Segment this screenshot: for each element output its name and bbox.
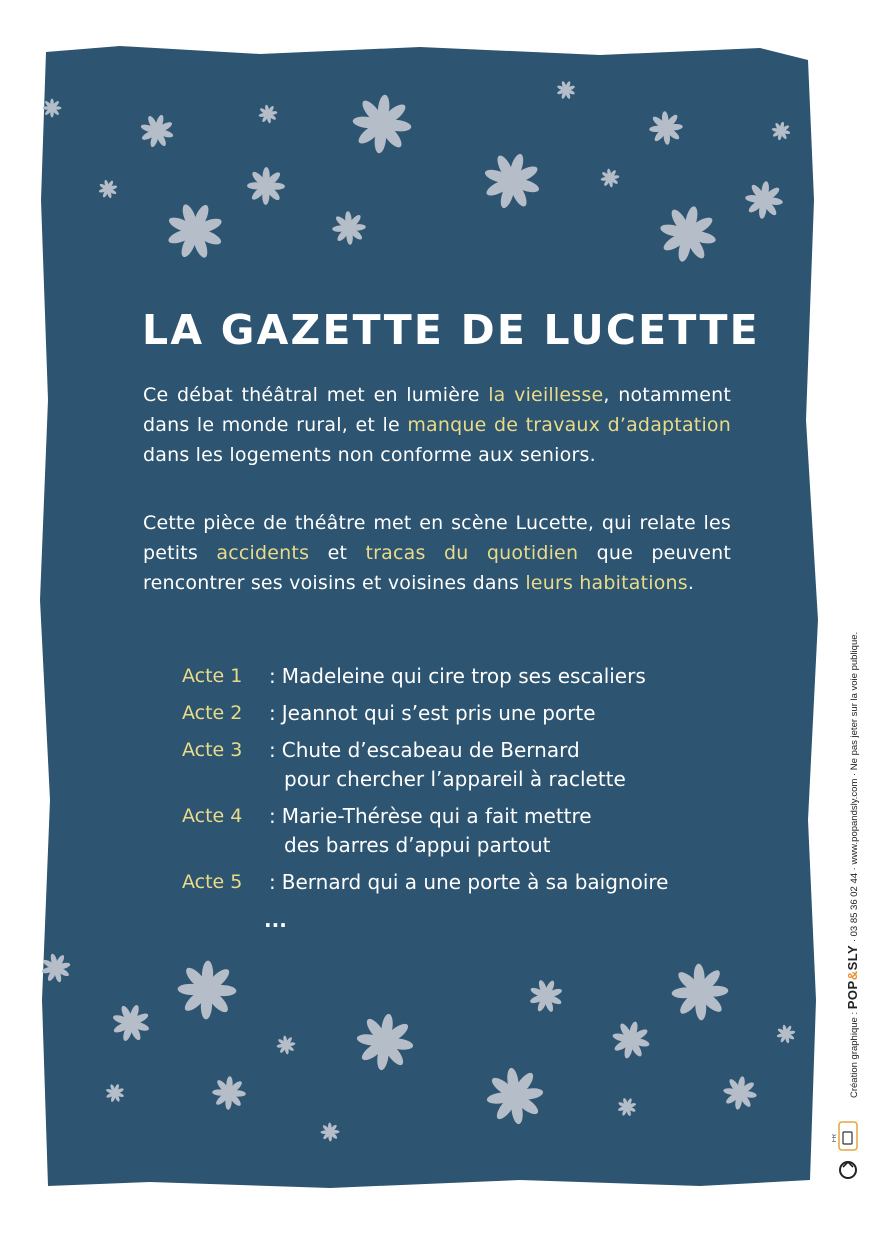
p2-highlight-tracas: tracas du quotidien [365, 542, 579, 564]
p2-text-4: . [687, 572, 695, 594]
p1-text-3: dans les logements non conforme aux seniors. [143, 444, 596, 466]
p2-highlight-accidents: accidents [216, 542, 310, 564]
act-line [269, 699, 762, 728]
country-code: FR [832, 1134, 838, 1142]
act-separator: : [269, 701, 276, 725]
page-title: LA GAZETTE DE LUCETTE [142, 306, 760, 354]
p1-text-2: , notamment dans le monde rural, et le [143, 384, 731, 436]
credits-vertical [846, 618, 860, 1098]
act-line-2: des barres d’appui partout [284, 833, 551, 857]
ellipsis: ... [264, 908, 287, 932]
brand-logo-text [845, 945, 860, 1009]
act-label: Acte 4 [182, 805, 243, 827]
intro-paragraph-2 [143, 508, 731, 598]
p1-highlight-manque: manque de travaux d’adaptation [407, 414, 731, 436]
act-line-text: Marie-Thérèse qui a fait mettre [281, 804, 592, 828]
act-item-3 [182, 736, 762, 794]
flower-icon [43, 99, 62, 118]
p2-text-1: Cette pièce de théâtre met en scène Lucette, qui relate les petits [143, 512, 731, 564]
p1-text-1: Ce débat théâtral met en lumière [143, 384, 489, 406]
act-separator: : [269, 804, 276, 828]
p2-highlight-habitations: leurs habitations [525, 572, 688, 594]
brand-part-a: POP [845, 980, 860, 1010]
act-line-text: Jeannot qui s’est pris une porte [281, 701, 596, 725]
act-item-1 [182, 662, 762, 691]
act-line [269, 802, 762, 831]
act-line-text: Madeleine qui cire trop ses escaliers [281, 664, 646, 688]
act-label: Acte 2 [182, 702, 243, 724]
triman-icon [839, 1122, 857, 1150]
act-label: Acte 3 [182, 739, 243, 761]
act-separator: : [269, 738, 276, 762]
brand-part-b: SLY [845, 944, 860, 971]
credits-suffix: · 03 85 36 02 44 · www.popandsly.com · Ne pas jeter sur la voie publique. [849, 631, 860, 945]
bin-icon [843, 1132, 852, 1144]
act-line-text: Chute d’escabeau de Bernard [281, 738, 580, 762]
brand-ampersand: & [845, 970, 860, 981]
p1-highlight-vieillesse: la vieillesse [488, 384, 604, 406]
act-separator: : [269, 870, 276, 894]
act-line [269, 868, 762, 897]
intro-paragraph-1 [143, 380, 731, 470]
act-line [269, 662, 762, 691]
act-item-5 [182, 868, 762, 897]
act-line-2: pour chercher l’appareil à raclette [284, 767, 626, 791]
act-line-text: Bernard qui a une porte à sa baignoire [281, 870, 669, 894]
act-item-2 [182, 699, 762, 728]
p2-text-3: que peuvent rencontrer ses voisins et voisines dans [143, 542, 731, 594]
act-line [269, 736, 762, 765]
acts-list [182, 662, 762, 905]
act-label: Acte 5 [182, 871, 243, 893]
credits-prefix: Création graphique : [849, 1009, 860, 1098]
recycling-logos [832, 1112, 860, 1192]
recycle-icon [840, 1162, 856, 1178]
act-item-4 [182, 802, 762, 860]
act-label: Acte 1 [182, 665, 243, 687]
p2-text-2: et [309, 542, 366, 564]
act-separator: : [269, 664, 276, 688]
